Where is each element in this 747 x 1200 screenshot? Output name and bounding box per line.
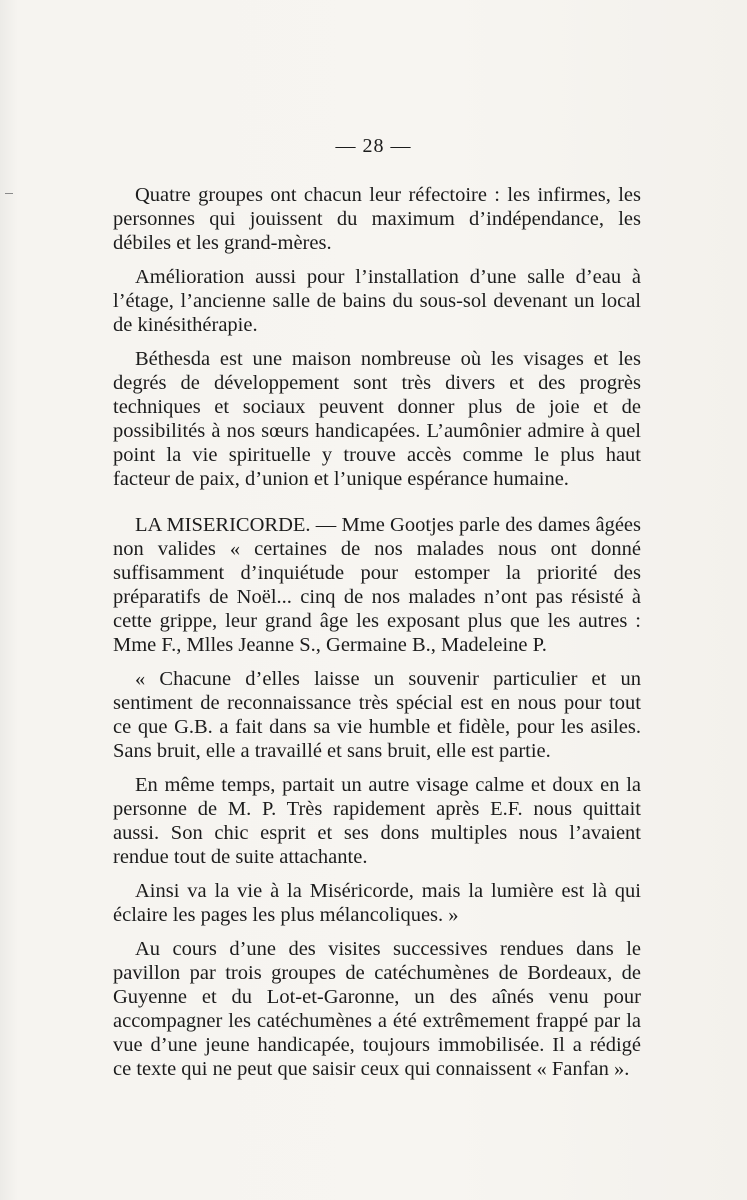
- margin-mark: [5, 193, 13, 194]
- paragraph-refectoires: Quatre groupes ont chacun leur réfectoire : les infirmes, les personnes qui jouissent du maximum d’indépendance, les débiles et les grand-mères.: [113, 184, 641, 254]
- paragraph-bethesda: Béthesda est une maison nombreuse où les visages et les degrés de développement sont très divers et des progrès techniques et sociaux peuvent donner plus de joie et de possibilités à nos sœurs handicapées. L’aumônier admire à quel point la vie spirituelle y trouve accès comme le plus haut facteur de paix, d’union et l’unique espérance humaine.: [113, 348, 641, 490]
- paragraph-la-misericorde: LA MISERICORDE. — Mme Gootjes parle des dames âgées non valides « certaines de nos malades nous ont donné suffisamment d’inquiétude pour estomper la priorité des préparatifs de Noël... cinq de nos malades n’ont pas résisté à cette grippe, leur grand âge les exposant plus que les autres : Mme F., Mlles Jeanne S., Germaine B., Madeleine P.: [113, 514, 641, 656]
- paragraph-ainsi-va-la-vie: Ainsi va la vie à la Miséricorde, mais la lumière est là qui éclaire les pages les plus mélancoliques. »: [113, 880, 641, 926]
- paragraph-salle-d-eau: Amélioration aussi pour l’installation d’une salle d’eau à l’étage, l’ancienne salle de bains du sous-sol devenant un local de kinésithérapie.: [113, 266, 641, 336]
- paragraph-meme-temps: En même temps, partait un autre visage calme et doux en la personne de M. P. Très rapidement après E.F. nous quittait aussi. Son chic esprit et ses dons multiples nous l’avaient rendue tout de suite attachante.: [113, 774, 641, 868]
- paragraph-souvenir: « Chacune d’elles laisse un souvenir particulier et un sentiment de reconnaissance très spécial est en nous pour tout ce que G.B. a fait dans sa vie humble et fidèle, pour les asiles. Sans bruit, elle a travaillé et sans bruit, elle est partie.: [113, 668, 641, 762]
- paragraph-visites-catechumenes: Au cours d’une des visites successives rendues dans le pavillon par trois groupes de catéchumènes de Bordeaux, de Guyenne et du Lot-et-Garonne, un des aînés venu pour accompagner les catéchumènes a été extrêmement frappé par la vue d’une jeune handicapée, toujours immobilisée. Il a rédigé ce texte qui ne peut que saisir ceux qui connaissent « Fanfan ».: [113, 938, 641, 1080]
- body-text: [113, 183, 641, 1091]
- page-number: — 28 —: [335, 135, 412, 157]
